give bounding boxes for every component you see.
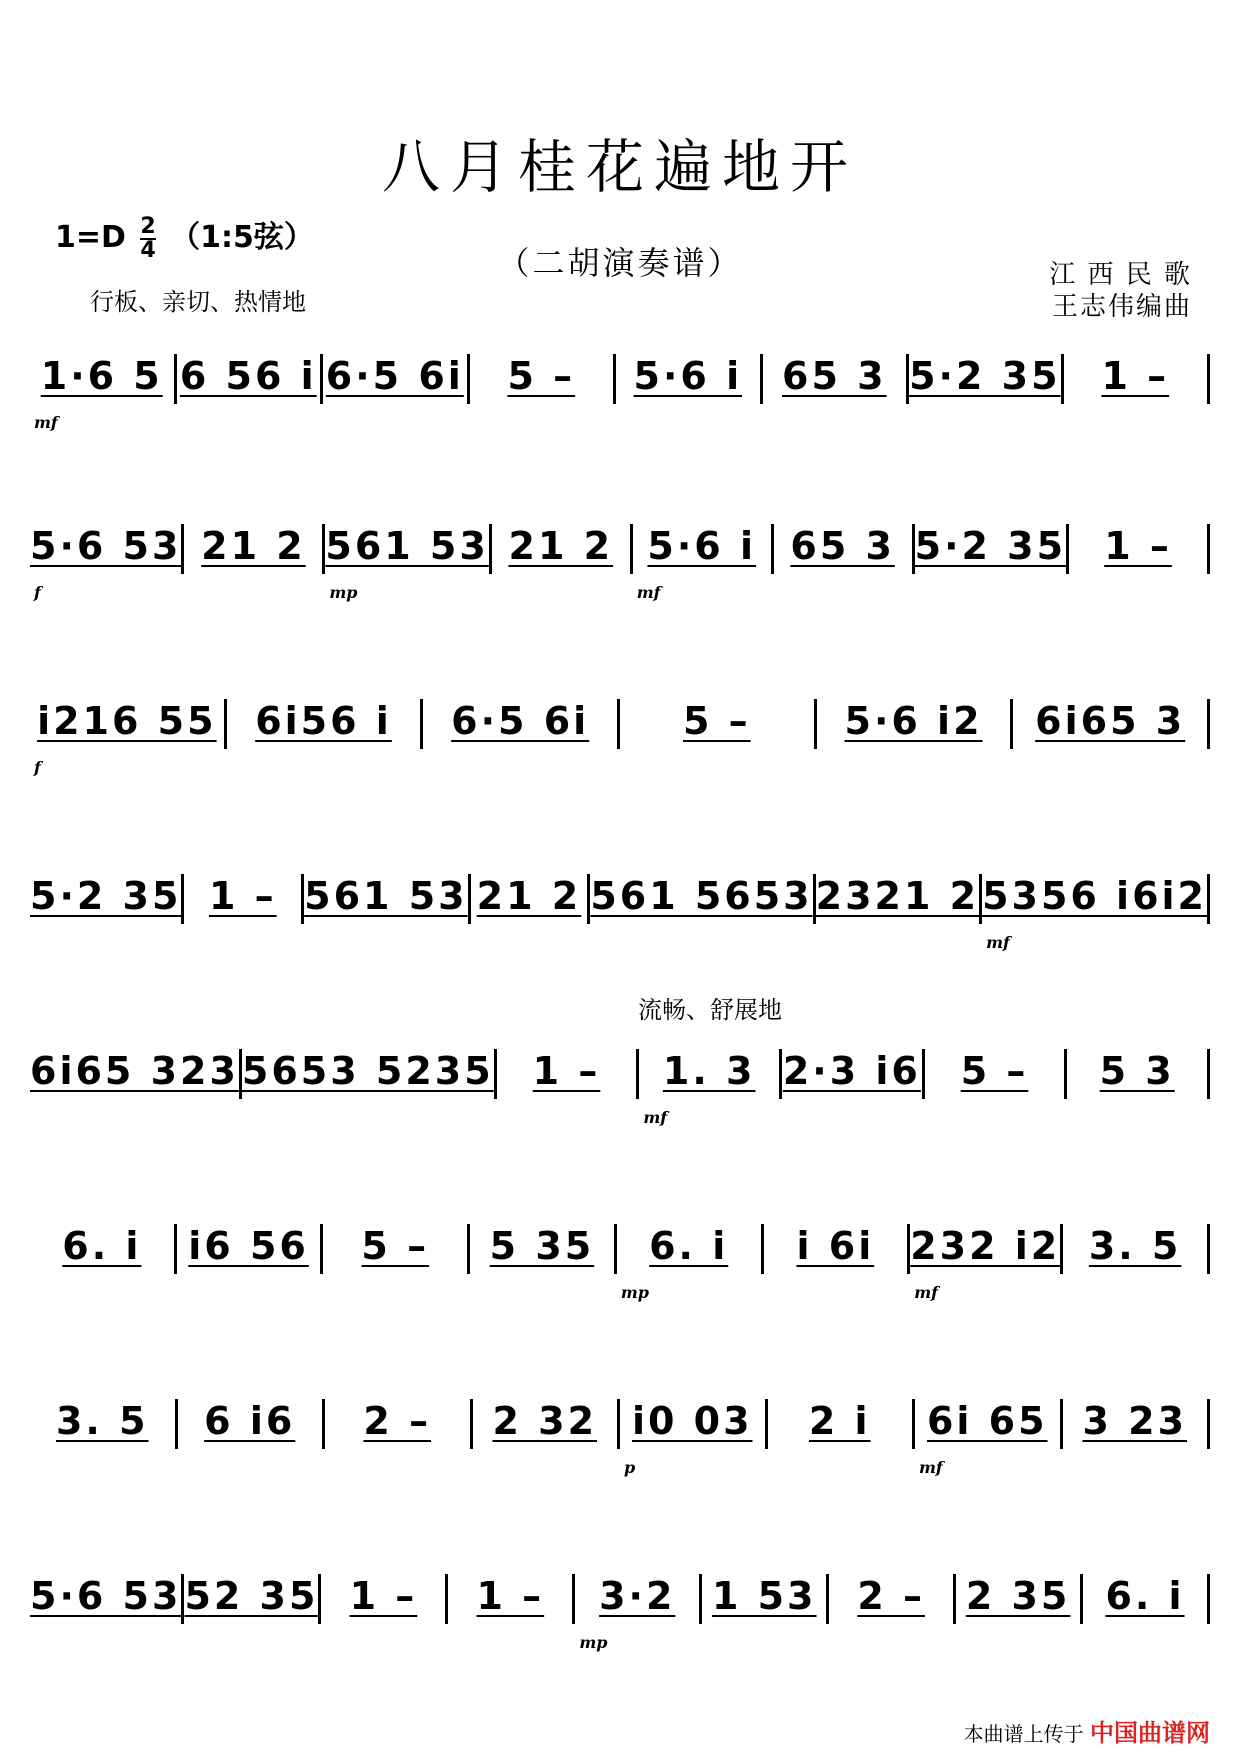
measure bbox=[1080, 1574, 1210, 1624]
measure bbox=[322, 524, 489, 602]
measure bbox=[1066, 524, 1210, 574]
dynamic-marking: f bbox=[34, 758, 41, 777]
measure bbox=[470, 1399, 618, 1449]
measure bbox=[320, 354, 467, 404]
measure-notes: 2·3 i6 bbox=[782, 1049, 921, 1093]
measure bbox=[630, 524, 771, 602]
measure bbox=[617, 699, 814, 749]
measure bbox=[30, 874, 181, 924]
measure bbox=[468, 874, 588, 924]
measure-notes: 5 – bbox=[361, 1224, 430, 1268]
measure-notes: 3. 5 bbox=[1088, 1224, 1182, 1268]
measure bbox=[1061, 354, 1211, 404]
measure bbox=[320, 1224, 467, 1274]
measure-row bbox=[30, 864, 1210, 952]
measure-notes: 561 5653 bbox=[590, 874, 813, 918]
measure-notes: 6i65 323 bbox=[30, 1049, 239, 1093]
measure-notes: 21 2 bbox=[201, 524, 306, 568]
measure-notes: 5 – bbox=[507, 354, 576, 398]
measure bbox=[30, 1574, 181, 1624]
measure bbox=[953, 1574, 1080, 1624]
tempo-marking-2: 流畅、舒展地 bbox=[638, 996, 782, 1024]
measure bbox=[771, 524, 912, 574]
measure-notes: 5·6 i bbox=[647, 524, 756, 568]
measure-notes: 2 – bbox=[857, 1574, 925, 1618]
measure-notes: 1 – bbox=[349, 1574, 418, 1618]
measure-notes: 561 53 bbox=[325, 524, 489, 568]
measure-notes: 2321 2 bbox=[815, 874, 980, 918]
dynamic-marking: mf bbox=[34, 413, 58, 432]
measure bbox=[814, 699, 1011, 749]
score-title: 八月桂花遍地开 bbox=[381, 133, 858, 201]
tuning-label: （1:5弦） bbox=[170, 220, 314, 255]
measure-notes: 561 53 bbox=[304, 874, 468, 918]
measure bbox=[636, 1049, 779, 1127]
measure-notes: 5 – bbox=[960, 1049, 1029, 1093]
dynamic-marking: mp bbox=[329, 583, 358, 602]
measure-notes: i 6i bbox=[796, 1224, 875, 1268]
measure-notes: 5·2 35 bbox=[30, 874, 182, 918]
measure-notes: 5·2 35 bbox=[909, 354, 1061, 398]
notation-line bbox=[30, 995, 1210, 1155]
measure-row bbox=[30, 689, 1210, 777]
measure bbox=[1060, 1399, 1211, 1449]
measure bbox=[912, 1399, 1060, 1477]
measure-notes: i216 55 bbox=[37, 699, 217, 743]
measure-notes: 52 35 bbox=[184, 1574, 319, 1618]
measure-notes: 2 32 bbox=[492, 1399, 598, 1443]
dynamic-marking: mf bbox=[986, 933, 1010, 952]
measure-notes: i0 03 bbox=[631, 1399, 753, 1443]
dynamic-marking: f bbox=[34, 583, 41, 602]
measure-notes: 3. 5 bbox=[55, 1399, 149, 1443]
measure-notes: 232 i2 bbox=[910, 1224, 1061, 1268]
measure-notes: 2 35 bbox=[965, 1574, 1071, 1618]
measure bbox=[30, 1399, 175, 1449]
measure-row bbox=[30, 1039, 1210, 1127]
measure-notes: 21 2 bbox=[476, 874, 582, 918]
measure-notes: 5·6 53 bbox=[30, 1574, 182, 1618]
measure-notes: 6·5 6i bbox=[451, 699, 590, 743]
measure-notes: 6i65 3 bbox=[1035, 699, 1186, 743]
tempo-marking: 行板、亲切、热情地 bbox=[90, 288, 306, 316]
measure bbox=[979, 874, 1210, 952]
measure-notes: 1 – bbox=[532, 1049, 601, 1093]
dynamic-marking: mp bbox=[579, 1633, 608, 1652]
measure bbox=[30, 1224, 174, 1274]
measure-notes: 1. 3 bbox=[662, 1049, 756, 1093]
measure bbox=[1060, 1224, 1210, 1274]
measure bbox=[765, 1399, 913, 1449]
measure-notes: 2 i bbox=[808, 1399, 871, 1443]
measure-notes: 65 3 bbox=[790, 524, 895, 568]
measure-notes: 1 – bbox=[476, 1574, 545, 1618]
source-credit: 江 西 民 歌 bbox=[1049, 260, 1192, 290]
measure bbox=[224, 699, 421, 749]
measure-notes: i6 56 bbox=[188, 1224, 309, 1268]
measure-notes: 1 – bbox=[1104, 524, 1172, 568]
measure-notes: 6. i bbox=[62, 1224, 142, 1268]
arranger-credit: 王志伟编曲 bbox=[1051, 292, 1192, 322]
measure-notes: 1 – bbox=[1101, 354, 1170, 398]
measure-notes: 21 2 bbox=[508, 524, 614, 568]
measure-notes: 65 3 bbox=[782, 354, 887, 398]
site-logo: 中国曲谱网 bbox=[1090, 1719, 1210, 1747]
measure-notes: 6i 65 bbox=[926, 1399, 1048, 1443]
dynamic-marking: mp bbox=[620, 1283, 649, 1302]
measure bbox=[174, 1224, 321, 1274]
measure-notes: 6 i6 bbox=[204, 1399, 296, 1443]
notation-line bbox=[30, 1520, 1210, 1680]
measure-row bbox=[30, 1214, 1210, 1302]
measure bbox=[322, 1399, 470, 1449]
measure bbox=[174, 354, 321, 404]
measure bbox=[760, 354, 907, 404]
measure bbox=[614, 1224, 761, 1302]
measure bbox=[301, 874, 467, 924]
measure bbox=[467, 1224, 614, 1274]
measure-notes: 6. i bbox=[1105, 1574, 1185, 1618]
measure bbox=[30, 699, 224, 777]
measure bbox=[1010, 699, 1210, 749]
time-top: 2 bbox=[140, 213, 156, 239]
measure bbox=[494, 1049, 637, 1099]
measure-notes: 5·6 53 bbox=[30, 524, 182, 568]
measure bbox=[239, 1049, 494, 1099]
measure-row bbox=[30, 1564, 1210, 1652]
measure bbox=[613, 354, 760, 404]
measure-notes: 5 3 bbox=[1099, 1049, 1175, 1093]
measure-notes: 5·6 i2 bbox=[844, 699, 983, 743]
measure-notes: 5653 5235 bbox=[241, 1049, 494, 1093]
measure bbox=[907, 1224, 1061, 1302]
upload-text: 本曲谱上传于 bbox=[963, 1722, 1084, 1746]
time-bottom: 4 bbox=[140, 237, 156, 263]
measure bbox=[813, 874, 979, 924]
measure bbox=[181, 874, 301, 924]
measure bbox=[489, 524, 630, 574]
dynamic-marking: p bbox=[624, 1458, 636, 1477]
measure bbox=[420, 699, 617, 749]
measure-notes: 1 53 bbox=[711, 1574, 817, 1618]
measure-notes: 6·5 6i bbox=[325, 354, 464, 398]
measure-notes: 5·6 i bbox=[633, 354, 743, 398]
measure-notes: 1·6 5 bbox=[40, 354, 163, 398]
measure-notes: 3 23 bbox=[1082, 1399, 1188, 1443]
score-subtitle: （二胡演奏谱） bbox=[497, 244, 743, 282]
measure-notes: 5 – bbox=[683, 699, 751, 743]
measure bbox=[617, 1399, 765, 1477]
measure bbox=[467, 354, 614, 404]
notation-line bbox=[30, 1345, 1210, 1505]
footer bbox=[964, 1713, 1210, 1748]
measure bbox=[175, 1399, 323, 1449]
measure bbox=[699, 1574, 826, 1624]
measure bbox=[912, 524, 1066, 574]
notation-line bbox=[30, 1170, 1210, 1330]
key-label: 1=D bbox=[55, 220, 126, 255]
measure bbox=[30, 524, 182, 602]
measure-row bbox=[30, 514, 1210, 602]
notation-line bbox=[30, 300, 1210, 460]
measure bbox=[572, 1574, 699, 1652]
measure bbox=[445, 1574, 572, 1624]
measure bbox=[922, 1049, 1065, 1099]
dynamic-marking: mf bbox=[914, 1283, 939, 1302]
notation-line bbox=[30, 820, 1210, 980]
measure bbox=[30, 354, 174, 432]
measure bbox=[181, 524, 322, 574]
measure bbox=[1064, 1049, 1210, 1099]
measure bbox=[761, 1224, 908, 1274]
measure-notes: 6i56 i bbox=[255, 699, 392, 743]
notation-line bbox=[30, 470, 1210, 630]
measure-notes: 5 35 bbox=[489, 1224, 595, 1268]
measure bbox=[318, 1574, 445, 1624]
measure-notes: 6 56 i bbox=[179, 354, 317, 398]
measure bbox=[906, 354, 1060, 404]
measure bbox=[30, 1049, 239, 1099]
measure bbox=[181, 1574, 318, 1624]
measure-row bbox=[30, 1389, 1210, 1477]
measure-notes: 2 – bbox=[363, 1399, 432, 1443]
dynamic-marking: mf bbox=[636, 583, 661, 602]
dynamic-marking: mf bbox=[919, 1458, 943, 1477]
measure bbox=[826, 1574, 953, 1624]
measure bbox=[779, 1049, 922, 1099]
measure bbox=[587, 874, 812, 924]
measure-notes: 1 – bbox=[208, 874, 277, 918]
measure-notes: 5356 i6i2 bbox=[982, 874, 1207, 918]
measure-notes: 6. i bbox=[649, 1224, 729, 1268]
dynamic-marking: mf bbox=[643, 1108, 668, 1127]
notation-line bbox=[30, 645, 1210, 805]
measure-notes: 3·2 bbox=[599, 1574, 676, 1618]
measure-notes: 5·2 35 bbox=[914, 524, 1067, 568]
measure-row bbox=[30, 344, 1210, 432]
